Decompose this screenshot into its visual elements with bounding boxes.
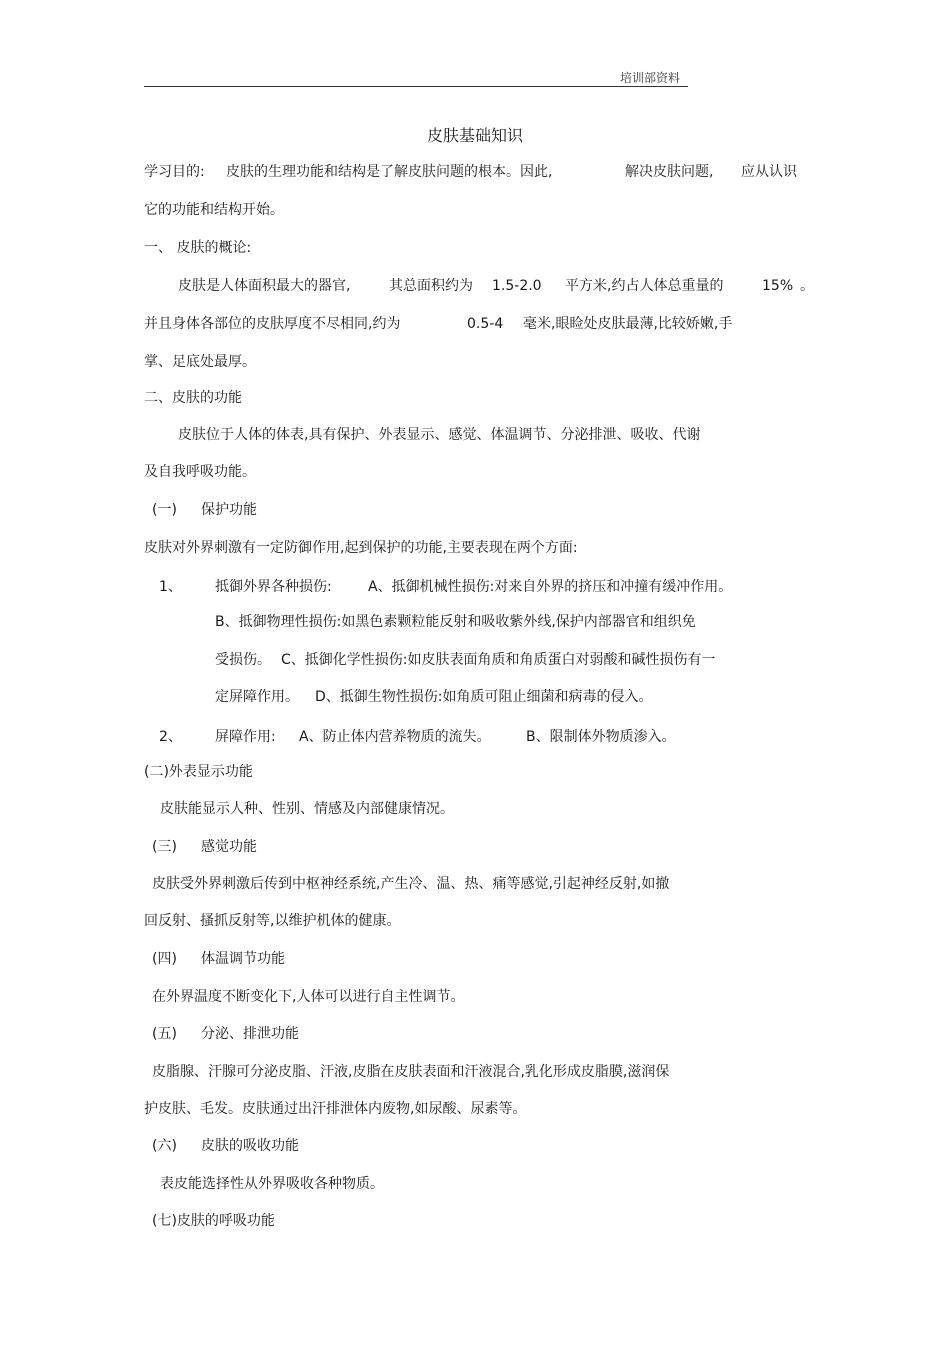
protect-heading: 保护功能 xyxy=(201,502,257,518)
sec1-text-c1: 掌、足底处最厚。 xyxy=(144,354,256,370)
protect-item-1-c: C、抵御化学性损伤:如皮肤表面角质和角质蛋白对弱酸和碱性损伤有一 xyxy=(281,652,716,668)
protect-item-1-b: B、抵御物理性损伤:如黑色素颗粒能反射和吸收紫外线,保护内部器官和组织免 xyxy=(215,614,696,630)
purpose-text-1: 皮肤的生理功能和结构是了解皮肤问题的根本。因此, xyxy=(226,164,553,180)
display-heading: (二)外表显示功能 xyxy=(144,764,253,780)
protect-intro: 皮肤对外界刺激有一定防御作用,起到保护的功能,主要表现在两个方面: xyxy=(144,540,578,556)
protect-item-2-a: A、防止体内营养物质的流失。 xyxy=(299,729,491,745)
sense-line-2: 回反射、搔抓反射等,以维护机体的健康。 xyxy=(144,913,401,929)
absorb-heading: 皮肤的吸收功能 xyxy=(201,1138,299,1154)
section-1-heading: 一、 皮肤的概论: xyxy=(144,240,252,256)
protect-item-1-label: 抵御外界各种损伤: xyxy=(215,579,332,595)
temp-heading: 体温调节功能 xyxy=(201,951,285,967)
sense-heading: 感觉功能 xyxy=(201,839,257,855)
protect-number: (一) xyxy=(152,502,177,518)
sec1-text-b3: 毫米,眼睑处皮肤最薄,比较娇嫩,手 xyxy=(523,316,733,332)
protect-item-2-number: 2、 xyxy=(159,729,182,745)
protect-item-1-d: D、抵御生物性损伤:如角质可阻止细菌和病毒的侵入。 xyxy=(315,689,653,705)
purpose-label: 学习目的: xyxy=(144,164,205,180)
protect-item-1-c-lead: 受损伤。 xyxy=(215,652,271,668)
sec1-text-b1: 并且身体各部位的皮肤厚度不尽相同,约为 xyxy=(144,316,401,332)
display-text: 皮肤能显示人种、性别、情感及内部健康情况。 xyxy=(160,801,454,817)
sec1-text-a6: 。 xyxy=(800,278,814,294)
sense-line-1: 皮肤受外界刺激后传到中枢神经系统,产生冷、温、热、痛等感觉,引起神经反射,如撤 xyxy=(152,876,670,892)
protect-item-1-d-lead: 定屏障作用。 xyxy=(215,689,299,705)
purpose-text-3: 应从认识 xyxy=(741,164,797,180)
protect-item-2-label: 屏障作用: xyxy=(215,729,276,745)
absorb-number: (六) xyxy=(152,1138,177,1154)
sec2-paragraph-2: 及自我呼吸功能。 xyxy=(144,464,256,480)
document-title: 皮肤基础知识 xyxy=(426,126,523,145)
secrete-number: (五) xyxy=(152,1026,177,1042)
protect-item-1-a: A、抵御机械性损伤:对来自外界的挤压和冲撞有缓冲作用。 xyxy=(368,579,733,595)
secrete-line-2: 护皮肤、毛发。皮肤通过出汗排泄体内废物,如尿酸、尿素等。 xyxy=(144,1101,527,1117)
temp-number: (四) xyxy=(152,951,177,967)
temp-text: 在外界温度不断变化下,人体可以进行自主性调节。 xyxy=(152,989,465,1005)
sec2-paragraph-1: 皮肤位于人体的体表,具有保护、外表显示、感觉、体温调节、分泌排泄、吸收、代谢 xyxy=(178,427,701,443)
absorb-text: 表皮能选择性从外界吸收各种物质。 xyxy=(160,1176,384,1192)
sec1-weight-value: 15% xyxy=(762,278,794,294)
secrete-heading: 分泌、排泄功能 xyxy=(201,1026,299,1042)
protect-item-2-b: B、限制体外物质渗入。 xyxy=(526,729,676,745)
sec1-area-value: 1.5-2.0 xyxy=(492,278,542,294)
purpose-line-2: 它的功能和结构开始。 xyxy=(144,202,284,218)
sense-number: (三) xyxy=(152,839,177,855)
secrete-line-1: 皮脂腺、汗腺可分泌皮脂、汗液,皮脂在皮肤表面和汗液混合,乳化形成皮脂膜,滋润保 xyxy=(152,1064,670,1080)
sec1-text-a2: 其总面积约为 xyxy=(389,278,473,294)
purpose-text-2: 解决皮肤问题, xyxy=(625,164,714,180)
section-2-heading: 二、皮肤的功能 xyxy=(144,390,242,406)
protect-item-1-number: 1、 xyxy=(159,579,182,595)
breath-heading: (七)皮肤的呼吸功能 xyxy=(152,1213,275,1229)
sec1-text-a4: 平方米,约占人体总重量的 xyxy=(565,278,724,294)
header-rule xyxy=(144,86,688,87)
sec1-thickness-value: 0.5-4 xyxy=(467,316,504,332)
header-label: 培训部资料 xyxy=(620,71,681,85)
sec1-text-a1: 皮肤是人体面积最大的器官, xyxy=(178,278,351,294)
